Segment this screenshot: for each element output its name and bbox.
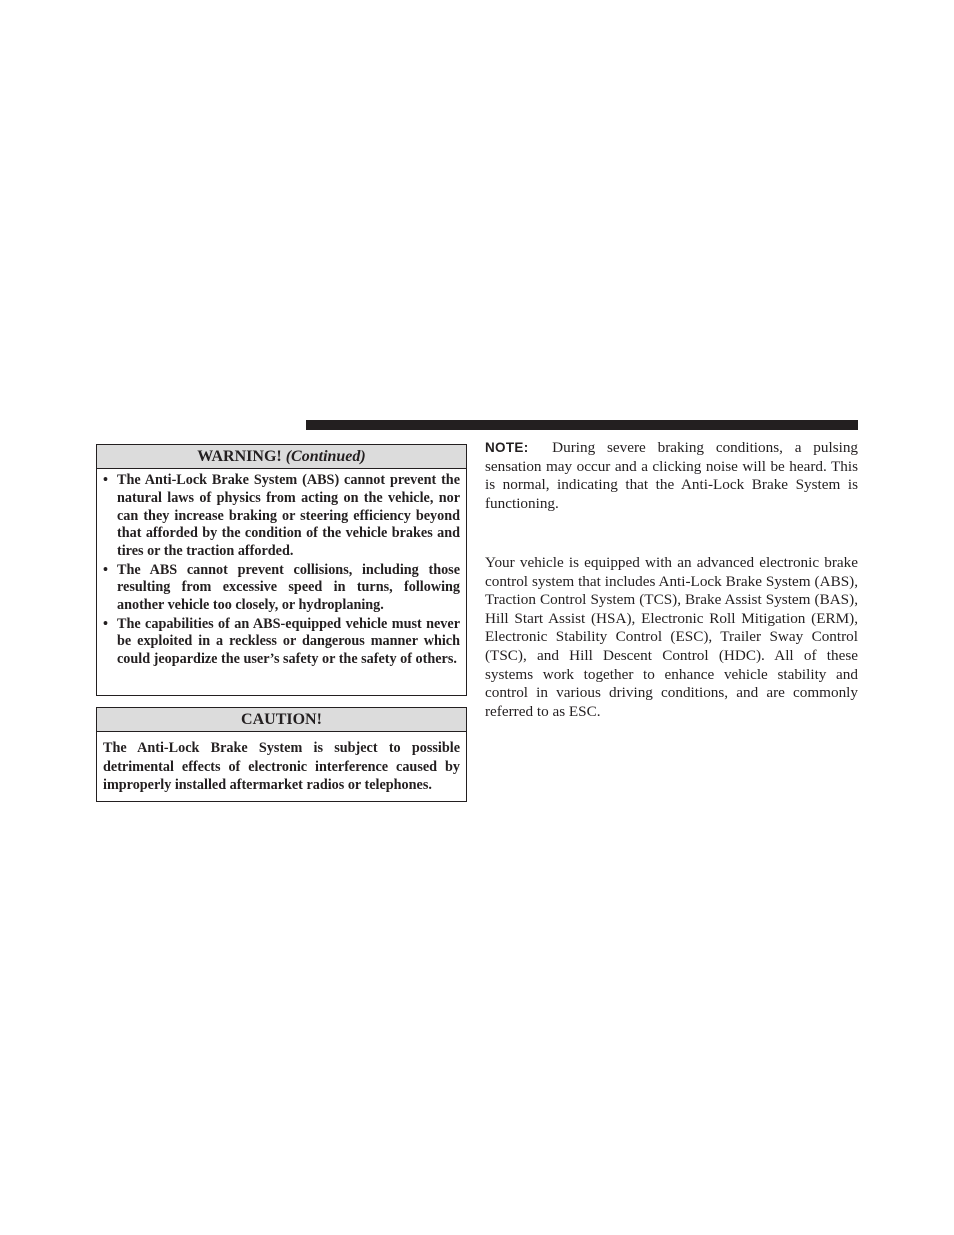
note-paragraph bbox=[485, 439, 858, 513]
warning-item-text: The Anti-Lock Brake System (ABS) cannot prevent the natural laws of physics from acting on the vehicle, nor can they increase braking or steering efficiency beyond that afforded by the condition of the vehicle brakes and tires or the traction afforded. bbox=[117, 472, 460, 560]
caution-body: The Anti-Lock Brake System is subject to possible detrimental effects of electronic interference caused by improperly installed aftermarket radios or telephones. bbox=[103, 740, 460, 793]
esc-paragraph bbox=[485, 554, 858, 721]
warning-box bbox=[96, 444, 467, 696]
warning-item bbox=[103, 562, 460, 615]
section-header-bar bbox=[306, 420, 858, 430]
note-text: During severe braking conditions, a pulsing sensation may occur and a clicking noise will be heard. This is normal, indicating that the Anti-Lock Brake System is functioning. bbox=[485, 439, 859, 512]
warning-header bbox=[97, 445, 466, 469]
caution-header: CAUTION! bbox=[97, 708, 466, 732]
warning-item bbox=[103, 472, 460, 561]
warning-title: WARNING! bbox=[197, 448, 282, 465]
bullet-icon: • bbox=[103, 472, 108, 488]
warning-item bbox=[103, 616, 460, 669]
note-label: NOTE: bbox=[485, 440, 529, 455]
caution-box bbox=[96, 707, 467, 802]
bullet-icon: • bbox=[103, 561, 108, 578]
warning-item-text: The capabilities of an ABS-equipped vehicle must never be exploited in a reckless or dangerous manner which could jeopardize the user’s safety or the safety of others. bbox=[117, 615, 460, 668]
warning-list bbox=[97, 469, 466, 669]
warning-title-suffix: (Continued) bbox=[285, 448, 366, 465]
warning-item-text: The ABS cannot prevent collisions, including those resulting from excessive speed in turns, following another vehicle too closely, or hydroplaning. bbox=[117, 561, 460, 614]
bullet-icon: • bbox=[103, 615, 108, 632]
esc-paragraph-text: Your vehicle is equipped with an advanced electronic brake control system that includes Anti-Lock Brake System (ABS), Traction Control System (TCS), Brake Assist System (BAS), Hill Start Assist (HSA), Electronic Roll Mitigation (ERM), Electronic Stability Control (ESC), Trailer Sway Control (TSC), and Hill Descent Control (HDC). All of these systems work together to enhance vehicle stability and control in various driving conditions, and are commonly referred to as ESC. bbox=[485, 554, 858, 720]
